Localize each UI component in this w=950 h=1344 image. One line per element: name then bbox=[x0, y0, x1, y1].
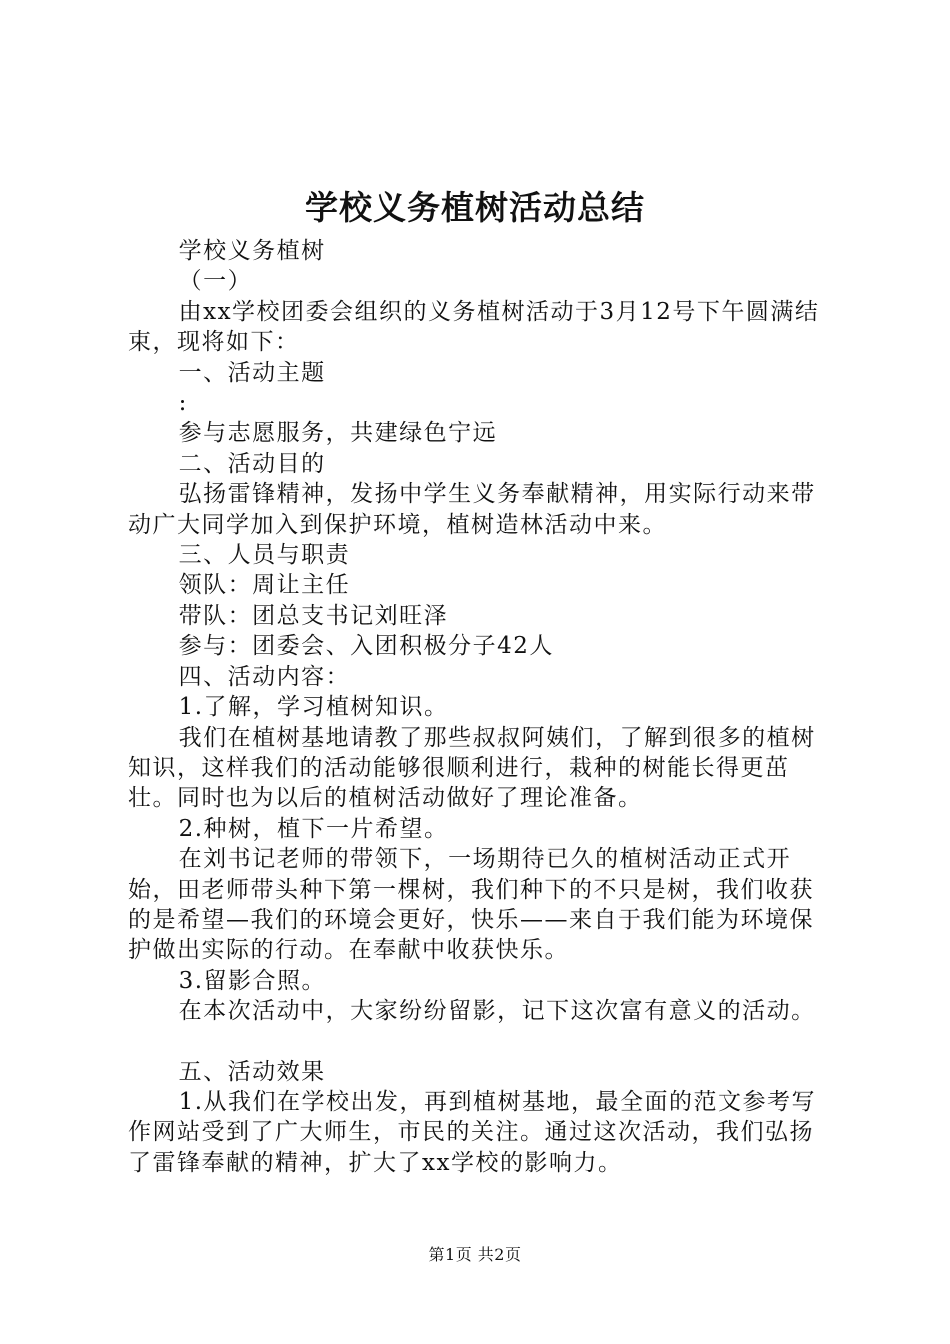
paragraph-leader: 领队：周让主任 bbox=[178, 572, 351, 599]
paragraph-intro: 由xx学校团委会组织的义务植树活动于3月12号下午圆满结束，现将如下： bbox=[128, 298, 820, 356]
item-3-text: 在本次活动中，大家纷纷留影，记下这次富有意义的活动。 bbox=[178, 998, 816, 1025]
item-1-text: 我们在植树基地请教了那些叔叔阿姨们，了解到很多的植树知识，这样我们的活动能够很顺利进行，栽种的树能长得更茁壮。同时也为以后的植树活动做好了理论准备。 bbox=[128, 724, 816, 812]
heading-activity-effect: 五、活动效果 bbox=[178, 1058, 326, 1085]
heading-activity-purpose: 二、活动目的 bbox=[178, 450, 326, 477]
paragraph-theme: 参与志愿服务，共建绿色宁远 bbox=[178, 420, 498, 447]
heading-activity-content: 四、活动内容： bbox=[178, 663, 351, 690]
item-2-heading: 2.种树，植下一片希望。 bbox=[178, 815, 449, 842]
heading-personnel: 三、人员与职责 bbox=[178, 542, 351, 569]
item-1-heading: 1.了解，学习植树知识。 bbox=[178, 694, 449, 721]
item-2-text: 在刘书记老师的带领下，一场期待已久的植树活动正式开始，田老师带头种下第一棵树，我们种下的不只是树，我们收获的是希望—我们的环境会更好，快乐——来自于我们能为环境保护做出实际的行动。在奉献中收获快乐。 bbox=[128, 846, 814, 964]
item-3-heading: 3.留影合照。 bbox=[178, 967, 327, 994]
paragraph-section-marker: （一） bbox=[178, 268, 253, 295]
page-footer: 第1页 共2页 bbox=[428, 1245, 522, 1264]
paragraph-subtitle: 学校义务植树 bbox=[178, 238, 326, 264]
heading-activity-theme: 一、活动主题 bbox=[178, 359, 326, 386]
effect-1-text: 1.从我们在学校出发，再到植树基地，最全面的范文参考写作网站受到了广大师生，市民的关注。通过这次活动，我们弘扬了雷锋奉献的精神，扩大了xx学校的影响力。 bbox=[128, 1088, 817, 1176]
document-title: 学校义务植树活动总结 bbox=[305, 188, 645, 227]
paragraph-colon: : bbox=[178, 390, 188, 417]
document-body bbox=[128, 236, 838, 1178]
paragraph-purpose: 弘扬雷锋精神，发扬中学生义务奉献精神，用实际行动来带动广大同学加入到保护环境，植树造林活动中来。 bbox=[128, 481, 816, 538]
paragraph-participants: 参与：团委会、入团积极分子42人 bbox=[178, 633, 554, 660]
paragraph-guide: 带队：团总支书记刘旺泽 bbox=[178, 602, 449, 629]
